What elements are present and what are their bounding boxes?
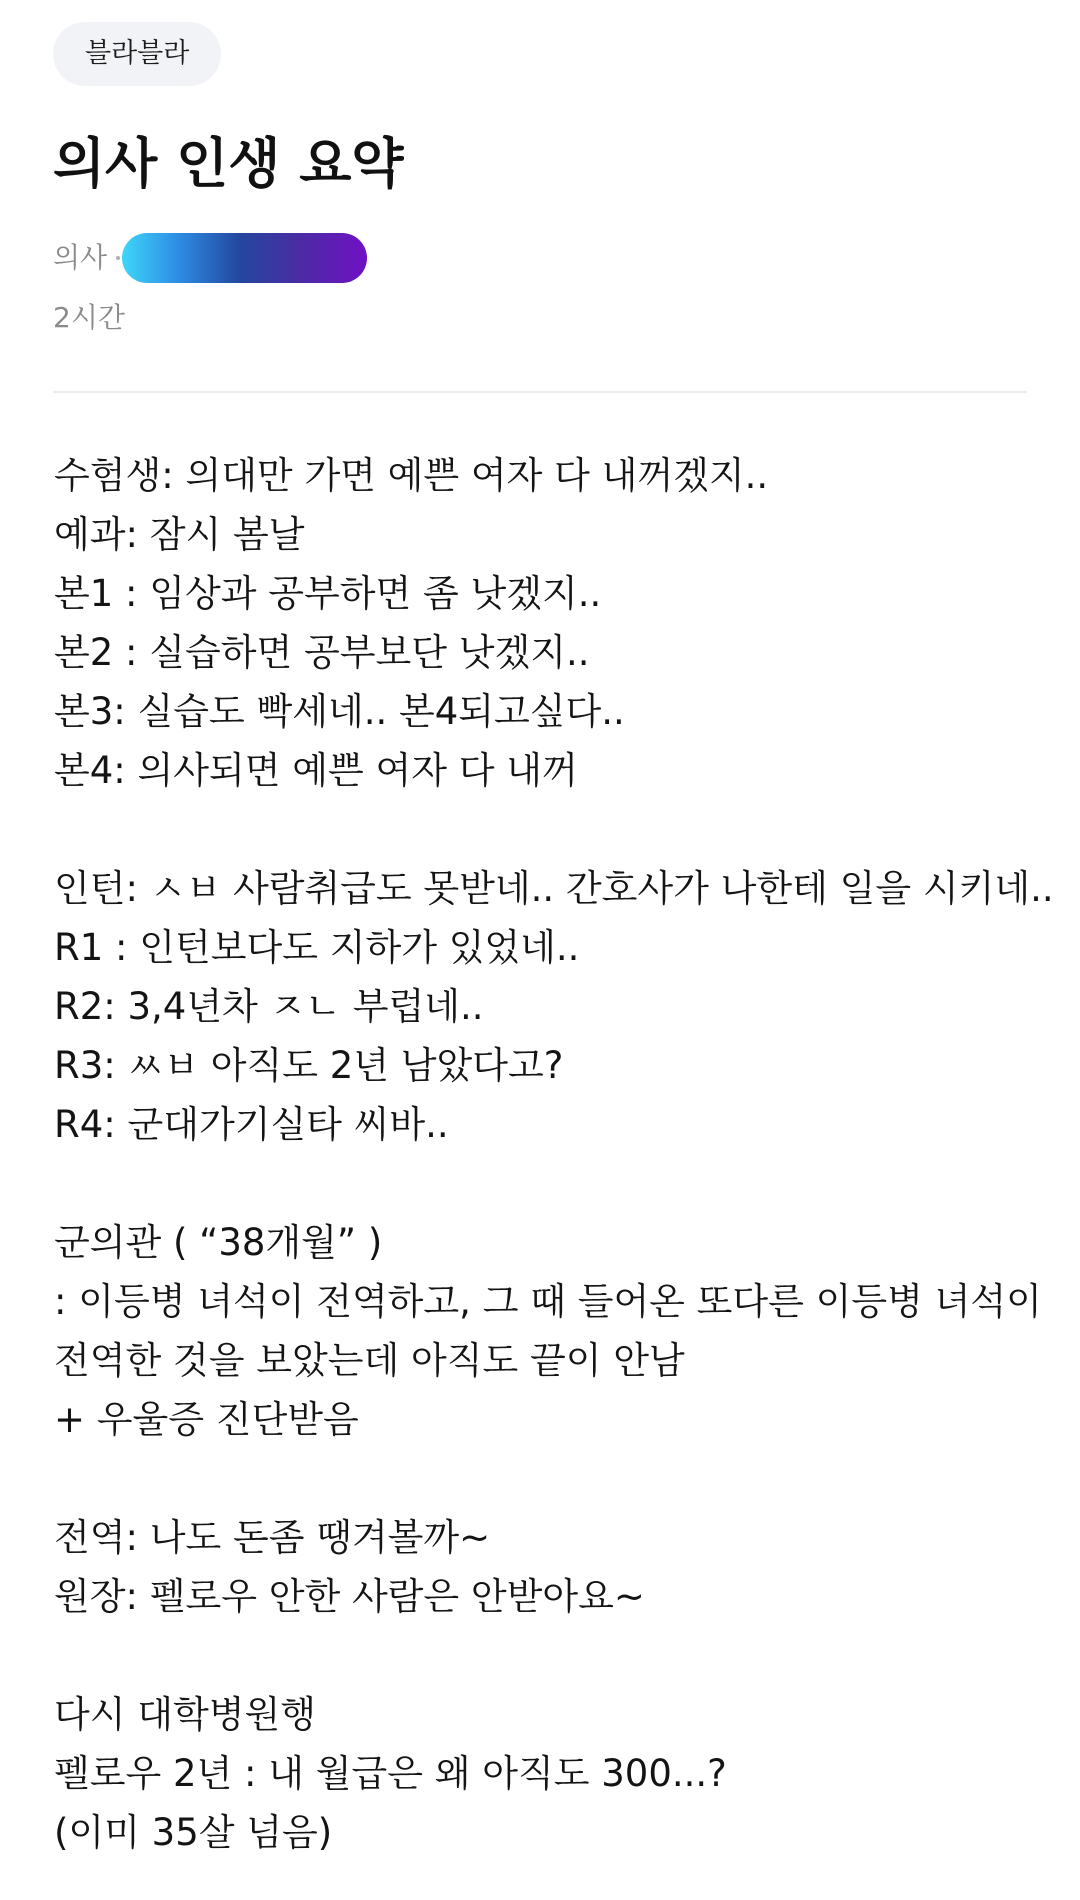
- post-title: 의사 인생 요약: [53, 132, 404, 195]
- body-line: 원장: 펠로우 안한 사람은 안받아요~: [54, 1575, 645, 1618]
- body-line: 인턴: ㅅㅂ 사람취급도 못받네.. 간호사가 나한테 일을 시키네..: [54, 867, 1054, 910]
- author-row: [53, 232, 367, 284]
- body-line: 본4: 의사되면 예쁜 여자 다 내꺼: [54, 749, 578, 792]
- blank-line: [54, 800, 1044, 859]
- body-line: : 이등병 녀석이 전역하고, 그 때 들어온 또다른 이등병 녀석이: [54, 1280, 1042, 1323]
- body-line: 본2 : 실습하면 공부보단 낫겠지..: [54, 631, 590, 674]
- blank-line: [54, 1154, 1044, 1213]
- post-body: [54, 446, 1054, 1862]
- author-company[interactable]: 의사: [53, 241, 108, 274]
- body-line: R1 : 인턴보다도 지하가 있었네..: [54, 926, 580, 969]
- body-line: + 우울증 진단받음: [54, 1398, 359, 1441]
- body-line: (이미 35살 넘음): [54, 1811, 333, 1854]
- blank-line: [54, 1449, 1044, 1508]
- body-line: 펠로우 2년 : 내 월급은 왜 아직도 300...?: [54, 1752, 727, 1795]
- body-line: 전역: 나도 돈좀 땡겨볼까~: [54, 1516, 491, 1559]
- separator-dot: [116, 256, 120, 260]
- redacted-author-nickname: [122, 233, 367, 283]
- category-chip[interactable]: 블라블라: [53, 22, 221, 86]
- body-line: 본3: 실습도 빡세네.. 본4되고싶다..: [54, 690, 625, 733]
- blank-line: [54, 1626, 1044, 1685]
- body-line: 다시 대학병원행: [54, 1693, 316, 1736]
- divider: [53, 391, 1027, 393]
- body-line: R3: ㅆㅂ 아직도 2년 남았다고?: [54, 1044, 564, 1087]
- body-line: 전역한 것을 보았는데 아직도 끝이 안남: [54, 1339, 685, 1382]
- body-line: 본1 : 임상과 공부하면 좀 낫겠지..: [54, 572, 602, 615]
- body-line: 수험생: 의대만 가면 예쁜 여자 다 내꺼겠지..: [54, 454, 769, 497]
- body-line: 군의관 ( “38개월” ): [54, 1221, 383, 1264]
- body-line: R4: 군대가기실타 씨바..: [54, 1103, 449, 1146]
- body-line: 예과: 잠시 봄날: [54, 513, 305, 556]
- body-line: R2: 3,4년차 ㅈㄴ 부럽네..: [54, 985, 484, 1028]
- post-timestamp: 2시간: [53, 301, 125, 334]
